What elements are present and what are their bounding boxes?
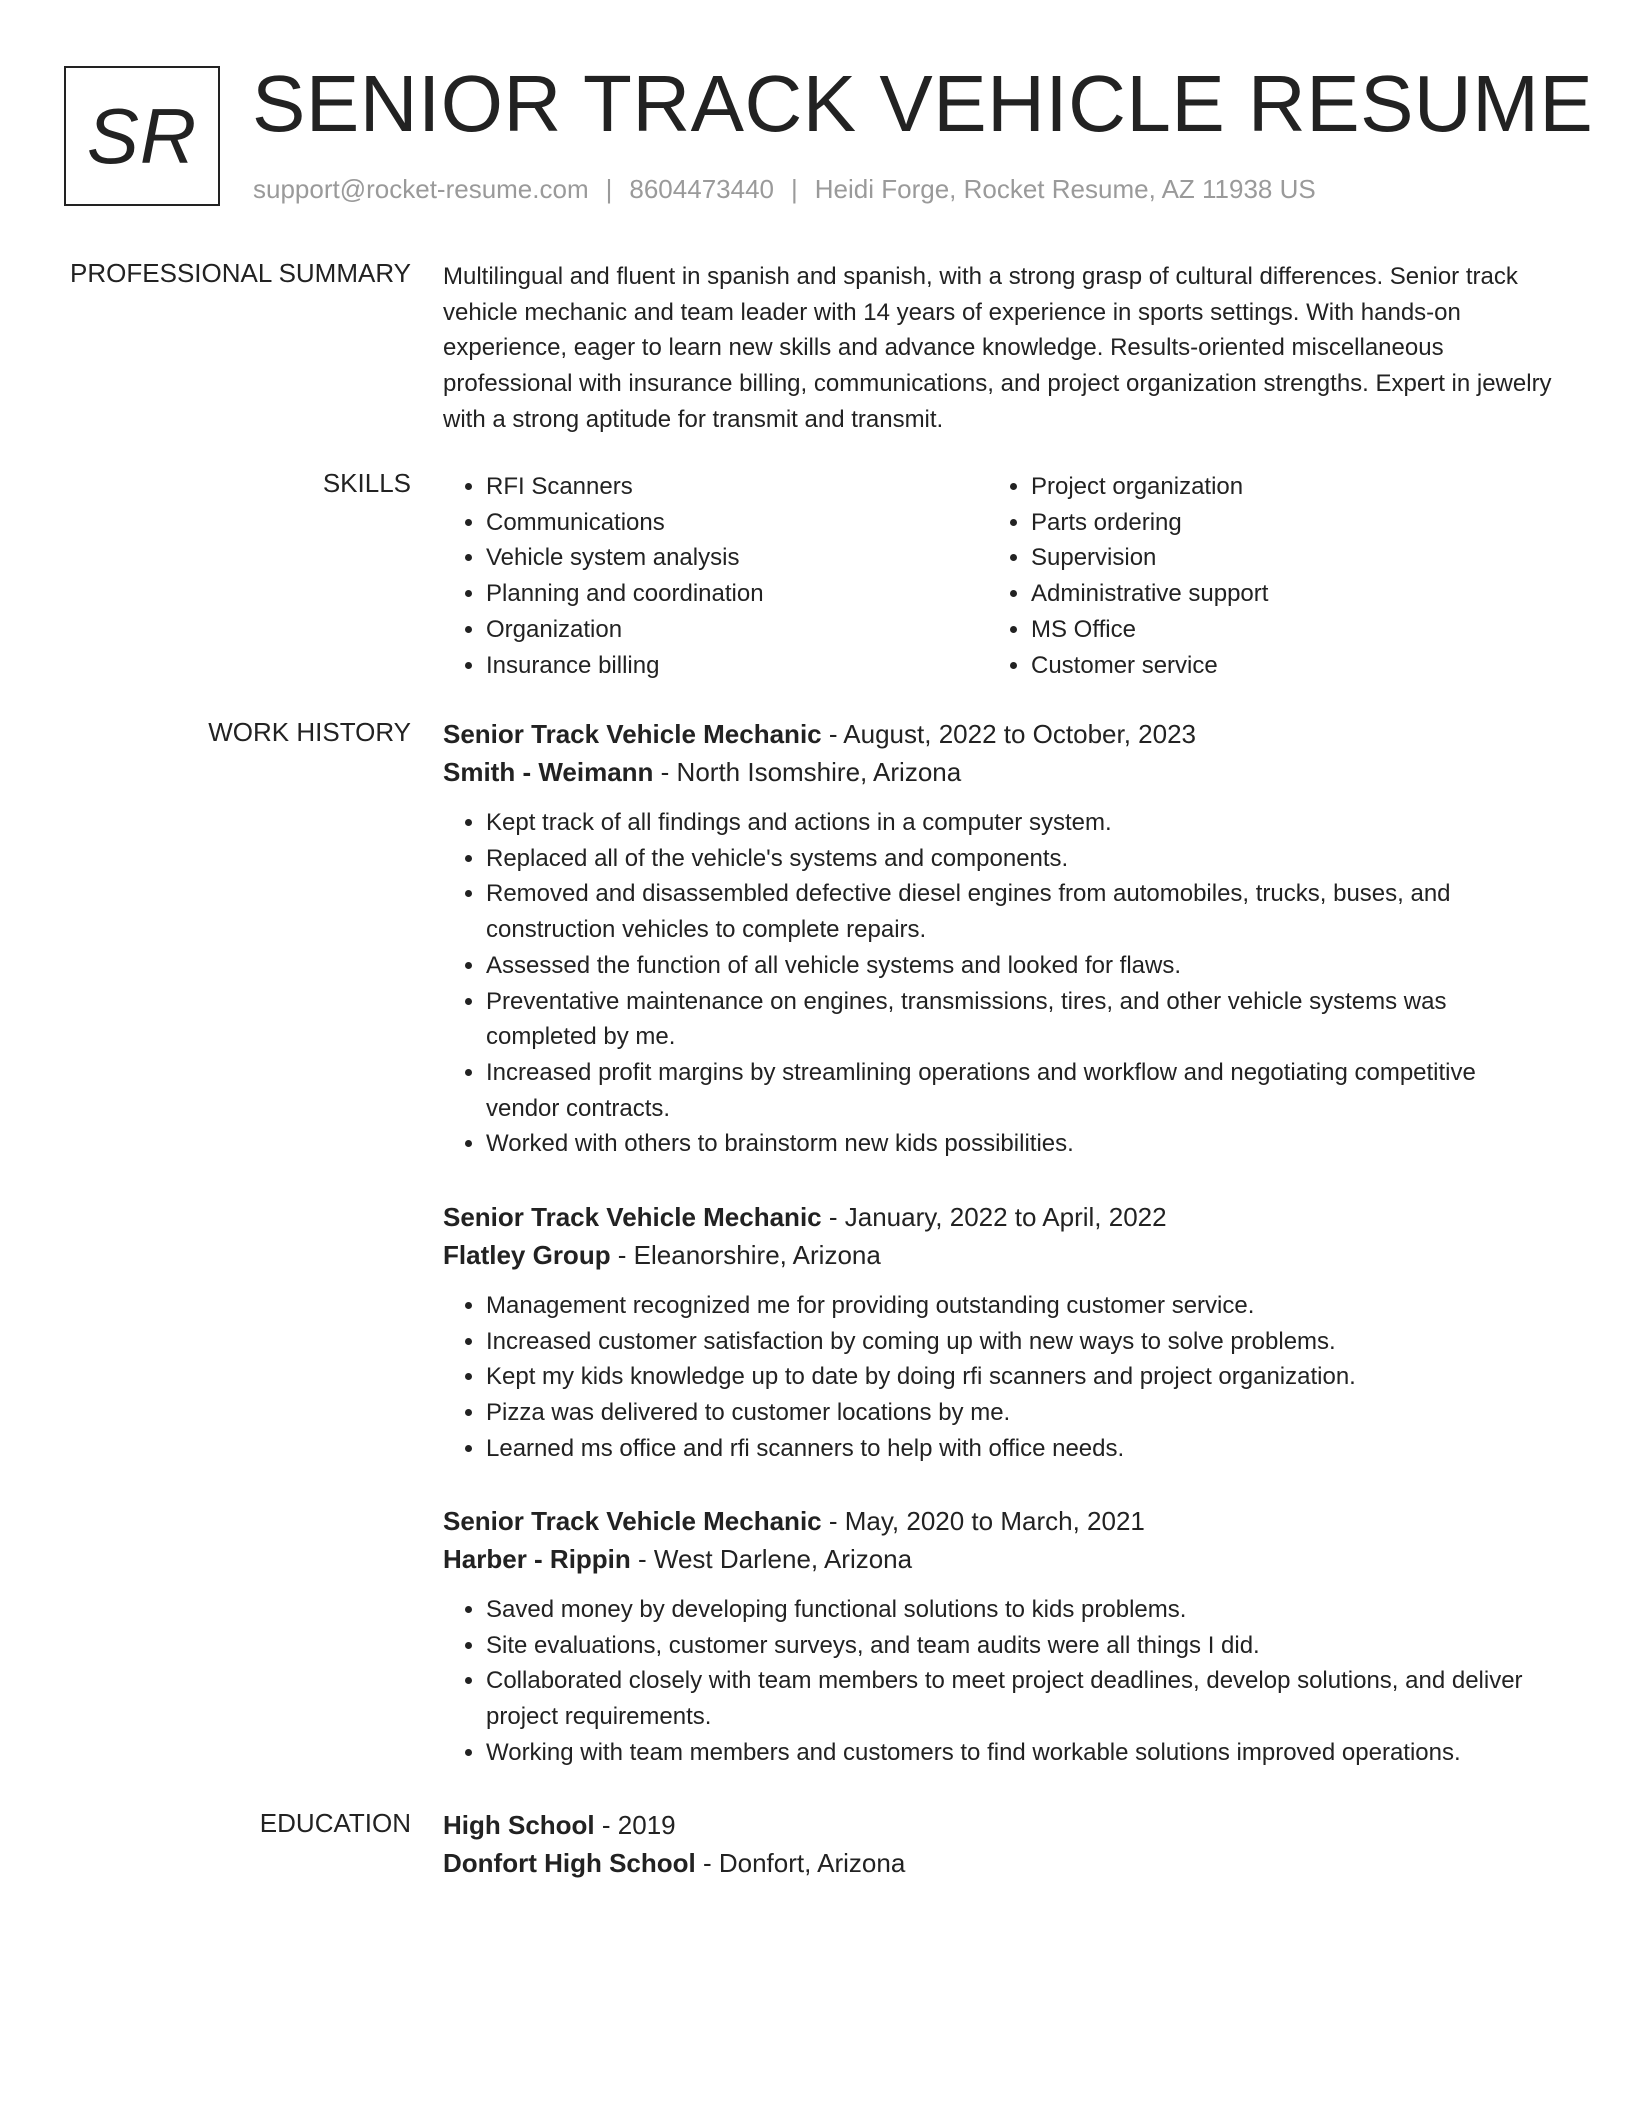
skills-body	[443, 469, 1553, 683]
job-company: Harber - Rippin	[443, 1544, 631, 1574]
job-bullet-item: • Kept my kids knowledge up to date by doing rfi scanners and project organization.	[486, 1359, 1553, 1395]
education-degree-line	[443, 1806, 1553, 1844]
job-entry	[443, 715, 1553, 1162]
job-bullet-item: • Learned ms office and rfi scanners to help with office needs.	[486, 1431, 1553, 1467]
job-title-line	[443, 1198, 1553, 1236]
job-bullet-item: • Site evaluations, customer surveys, and team audits were all things I did.	[486, 1628, 1553, 1664]
job-bullet-item: • Preventative maintenance on engines, transmissions, tires, and other vehicle systems was completed by me.	[486, 984, 1553, 1055]
job-title-line	[443, 715, 1553, 753]
job-company-line	[443, 1236, 1553, 1274]
job-title: Senior Track Vehicle Mechanic	[443, 719, 822, 749]
monogram-initials: SR	[86, 91, 198, 180]
skills-column-right	[988, 469, 1533, 683]
skill-item: • Planning and coordination	[486, 576, 988, 612]
skill-item: • Parts ordering	[1031, 505, 1533, 541]
skill-item: • Administrative support	[1031, 576, 1533, 612]
contact-email[interactable]: support@rocket-resume.com	[253, 174, 589, 204]
section-heading-summary: PROFESSIONAL SUMMARY	[70, 258, 411, 288]
skill-item: • Vehicle system analysis	[486, 540, 988, 576]
section-heading-skills: SKILLS	[322, 468, 411, 498]
job-title: Senior Track Vehicle Mechanic	[443, 1202, 822, 1232]
job-bullet-item: • Increased customer satisfaction by coming up with new ways to solve problems.	[486, 1324, 1553, 1360]
job-dates: - May, 2020 to March, 2021	[821, 1506, 1145, 1536]
job-company-line	[443, 753, 1553, 791]
contact-phone[interactable]: 8604473440	[629, 174, 774, 204]
job-bullet-item: • Collaborated closely with team members to meet project deadlines, develop solutions, and deliver project requirements.	[486, 1663, 1553, 1734]
section-heading-education: EDUCATION	[259, 1808, 411, 1838]
job-bullet-item: • Kept track of all findings and actions in a computer system.	[486, 805, 1553, 841]
skill-item: • MS Office	[1031, 612, 1533, 648]
skill-item: • RFI Scanners	[486, 469, 988, 505]
job-bullets	[443, 1592, 1553, 1771]
skill-item: • Organization	[486, 612, 988, 648]
job-bullet-item: • Removed and disassembled defective diesel engines from automobiles, trucks, buses, and construction vehicles to complete repairs.	[486, 876, 1553, 947]
education-location: - Donfort, Arizona	[695, 1848, 906, 1878]
job-bullets	[443, 1288, 1553, 1467]
education-body	[443, 1806, 1553, 1882]
education-school: Donfort High School	[443, 1848, 696, 1878]
job-bullet-item: • Worked with others to brainstorm new kids possibilities.	[486, 1126, 1553, 1162]
skills-columns	[443, 469, 1553, 683]
job-title-line	[443, 1502, 1553, 1540]
job-bullets	[443, 805, 1553, 1162]
job-dates: - January, 2022 to April, 2022	[821, 1202, 1167, 1232]
education-school-line	[443, 1844, 1553, 1882]
job-entry	[443, 1502, 1553, 1771]
skill-item: • Communications	[486, 505, 988, 541]
job-bullet-item: • Assessed the function of all vehicle systems and looked for flaws.	[486, 948, 1553, 984]
summary-body	[443, 259, 1553, 438]
job-bullet-item: • Pizza was delivered to customer locations by me.	[486, 1395, 1553, 1431]
contact-separator: |	[791, 174, 798, 204]
job-bullet-item: • Saved money by developing functional solutions to kids problems.	[486, 1592, 1553, 1628]
education-degree: High School	[443, 1810, 595, 1840]
contact-address: Heidi Forge, Rocket Resume, AZ 11938 US	[814, 174, 1316, 204]
skills-list-left	[443, 469, 988, 683]
job-dates: - August, 2022 to October, 2023	[821, 719, 1196, 749]
job-entry	[443, 1198, 1553, 1467]
education-year: - 2019	[594, 1810, 676, 1840]
skills-list-right	[988, 469, 1533, 683]
job-company: Smith - Weimann	[443, 757, 654, 787]
job-company-line	[443, 1540, 1553, 1578]
contact-line	[253, 172, 1316, 206]
job-location: - West Darlene, Arizona	[630, 1544, 913, 1574]
summary-text: Multilingual and fluent in spanish and spanish, with a strong grasp of cultural differences. Senior track vehicle mechanic and team leader with 14 years of experience in sports settings. With hands-on experience, eager to learn new skills and advance knowledge. Results-oriented miscellaneous professional with insurance billing, communications, and project organization strengths. Expert in jewelry with a strong aptitude for transmit and transmit.	[443, 263, 1552, 433]
job-bullet-item: • Management recognized me for providing outstanding customer service.	[486, 1288, 1553, 1324]
skill-item: • Supervision	[1031, 540, 1533, 576]
resume-title: SENIOR TRACK VEHICLE RESUME	[252, 59, 1594, 148]
job-location: - North Isomshire, Arizona	[653, 757, 962, 787]
section-heading-work-history: WORK HISTORY	[208, 717, 411, 747]
skill-item: • Customer service	[1031, 648, 1533, 684]
skill-item: • Insurance billing	[486, 648, 988, 684]
monogram-logo	[64, 66, 220, 206]
job-bullet-item: • Increased profit margins by streamlining operations and workflow and negotiating competitive vendor contracts.	[486, 1055, 1553, 1126]
job-company: Flatley Group	[443, 1240, 611, 1270]
job-bullet-item: • Replaced all of the vehicle's systems and components.	[486, 841, 1553, 877]
contact-separator: |	[605, 174, 613, 204]
skills-column-left	[443, 469, 988, 683]
job-title: Senior Track Vehicle Mechanic	[443, 1506, 822, 1536]
job-location: - Eleanorshire, Arizona	[610, 1240, 881, 1270]
job-bullet-item: • Working with team members and customers to find workable solutions improved operations.	[486, 1735, 1553, 1771]
skill-item: • Project organization	[1031, 469, 1533, 505]
